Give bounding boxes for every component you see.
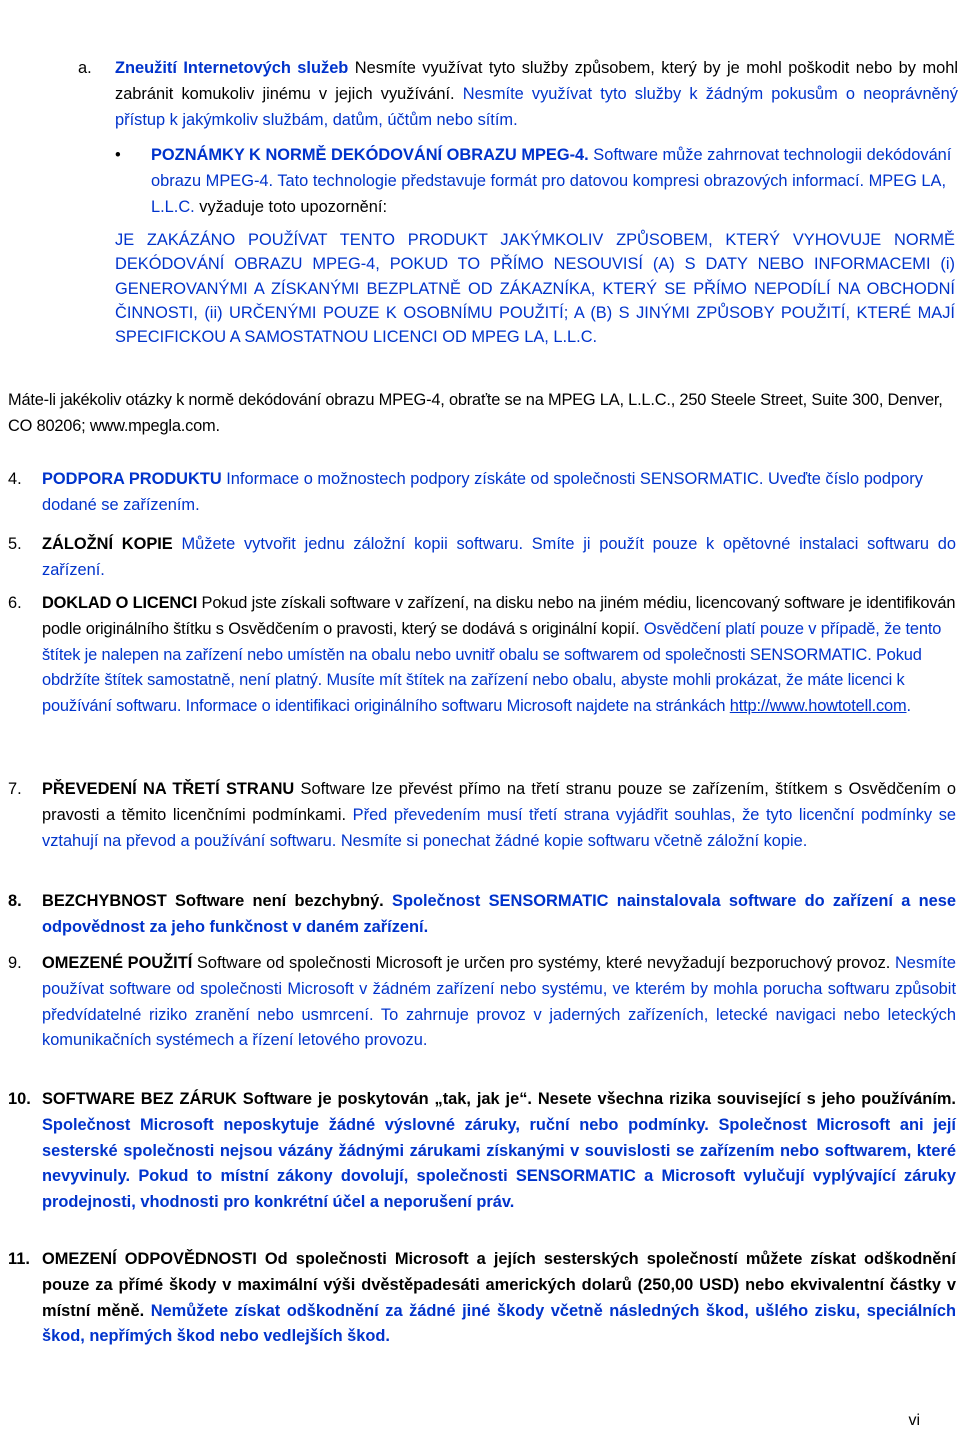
- section-text: Software není bezchybný.: [166, 892, 384, 910]
- section-title: Zneužití Internetových služeb: [115, 59, 349, 77]
- numbered-item-5: [8, 532, 956, 584]
- numbered-item-9: [8, 951, 956, 1054]
- link-suffix: .: [906, 697, 911, 716]
- section-text: Od společnosti Microsoft a jejích sesterských společností můžete získat odškodnění pouze za přímé škody v maximální výši dvěstěpadesáti amerických dolarů (250,00 USD) nebo ekvivalentní částky v místní měně.: [42, 1250, 956, 1320]
- section-text: Software od společnosti Microsoft je určen pro systémy, které nevyžadují bezporuchový provoz.: [192, 954, 891, 972]
- numbered-item-8: [8, 889, 956, 941]
- item-number: 6.: [8, 594, 22, 612]
- item-body: [42, 777, 956, 854]
- item-body: [42, 591, 956, 720]
- bullet-item-mpeg4: [115, 143, 958, 220]
- section-text: Nesmíte využívat tyto služby způsobem, který by je mohl poškodit nebo by mohl zabránit komukoliv jinému v jejich využívání.: [115, 59, 958, 103]
- bullet-icon: •: [115, 146, 121, 164]
- section-text: Software lze převést přímo na třetí stranu pouze se zařízením, štítkem s Osvědčením o pravosti a těmito licenčními podmínkami.: [42, 780, 956, 824]
- item-body: [42, 532, 956, 584]
- section-title: POZNÁMKY K NORMĚ DEKÓDOVÁNÍ OBRAZU MPEG-4.: [151, 146, 589, 164]
- section-title: DOKLAD O LICENCI: [42, 594, 198, 612]
- section-title: PŘEVEDENÍ NA TŘETÍ STRANU: [42, 780, 295, 798]
- section-text: vyžaduje toto upozornění:: [194, 197, 387, 216]
- item-number: 4.: [8, 470, 22, 488]
- section-title: PODPORA PRODUKTU: [42, 470, 222, 488]
- section-text-blue: Před převedením musí třetí strana vyjádřit souhlas, že tyto licenční podmínky se vztahují na převod a používání softwaru. Nesmíte si ponechat žádné kopie softwaru včetně záložní kopie.: [42, 805, 956, 850]
- section-text-blue: Osvědčení platí pouze v případě, že tento štítek je nalepen na zařízení nebo umístěn na obalu nebo uvnitř obalu se softwarem od společnosti SENSORMATIC. Pokud obdržíte štítek samostatně, není platný. Musíte mít štítek na zařízení nebo obalu, abyste mohli prokázat, že máte licenci k používání softwaru. Informace o identifikaci originálního softwaru Microsoft najdete na stránkách: [42, 619, 942, 716]
- item-number: 10.: [8, 1090, 31, 1108]
- bullet-item-body: [151, 143, 958, 220]
- item-body: [42, 951, 956, 1054]
- item-number: 9.: [8, 954, 22, 972]
- section-title: SOFTWARE BEZ ZÁRUK: [42, 1090, 237, 1108]
- section-text: Pokud jste získali software v zařízení, na disku nebo na jiném médiu, licencovaný software je identifikován podle originálního štítku s Osvědčením o pravosti, který se dodává s originální kopií.: [42, 594, 956, 638]
- numbered-item-7: [8, 777, 956, 854]
- numbered-item-6: [8, 591, 956, 720]
- item-body: [42, 467, 956, 519]
- section-title: OMEZENÍ ODPOVĚDNOSTI: [42, 1250, 257, 1268]
- list-item-body: [115, 56, 958, 133]
- item-body: [42, 1247, 956, 1350]
- page-number: vi: [908, 1412, 920, 1429]
- section-text-blue: Nesmíte využívat tyto služby k žádným pokusům o neoprávněný přístup k jakýmkoliv službám, datům, účtům nebo sítím.: [115, 84, 958, 129]
- section-text-blue: Můžete vytvořit jednu záložní kopii softwaru. Smíte ji použít pouze k opětovné instalaci softwaru do zařízení.: [42, 535, 956, 579]
- section-text-blue: Společnost SENSORMATIC nainstalovala software do zařízení a nese odpovědnost za jeho funkčnost v daném zařízení.: [42, 892, 956, 936]
- list-marker: a.: [78, 59, 92, 77]
- item-number: 7.: [8, 780, 22, 798]
- howtotell-link[interactable]: http://www.howtotell.com: [729, 697, 907, 716]
- item-body: [42, 889, 956, 941]
- section-text: Software je poskytován „tak, jak je“. Nesete všechna rizika související s jeho používáním.: [236, 1090, 956, 1108]
- list-item-a: [78, 56, 958, 133]
- section-title: ZÁLOŽNÍ KOPIE: [42, 535, 173, 553]
- section-text-blue: Nesmíte používat software od společnosti Microsoft v žádném zařízení nebo systému, ve kterém by mohla porucha softwaru způsobit předvídatelné riziko zranění nebo usmrcení. To zahrnuje provoz v jaderných zařízeních, letecké navigaci nebo leteckých komunikačních systémech a řízení letového provozu.: [42, 954, 956, 1050]
- section-title: OMEZENÉ POUŽITÍ: [42, 954, 193, 972]
- numbered-item-4: [8, 467, 956, 519]
- mpeg-notice: JE ZAKÁZÁNO POUŽÍVAT TENTO PRODUKT JAKÝMKOLIV ZPŮSOBEM, KTERÝ VYHOVUJE NORMĚ DEKÓDOVÁNÍ OBRAZU MPEG-4, POKUD TO PŘÍMO NESOUVISÍ (A) S DATY NEBO INFORMACEMI (i) GENEROVANÝMI A ZÍSKANÝMI BEZPLATNĚ OD ZÁKAZNÍKA, KTERÝ SE PŘÍMO NEPODÍLÍ NA OBCHODNÍ ČINNOSTI, (ii) URČENÝMI POUZE K OSOBNÍMU POUŽITÍ; A (B) S JINÝMI ZPŮSOBY POUŽITÍ, KTERÉ MAJÍ SPECIFICKOU A SAMOSTATNOU LICENCI OD MPEG LA, L.L.C.: [115, 231, 955, 347]
- section-text-blue: Nemůžete získat odškodnění za žádné jiné škody včetně následných škod, ušlého zisku, speciálních škod, nepřímých škod nebo vedlejších škod.: [42, 1301, 956, 1346]
- item-number: 8.: [8, 892, 22, 910]
- section-text-blue: Software může zahrnovat technologii dekódování obrazu MPEG-4. Tato technologie představuje formát pro datovou kompresi obrazových informací. MPEG LA, L.L.C.: [151, 146, 952, 216]
- item-number: 11.: [8, 1250, 30, 1268]
- item-number: 5.: [8, 535, 22, 553]
- section-text-blue: Informace o možnostech podpory získáte od společnosti SENSORMATIC. Uveďte číslo podpory dodané se zařízením.: [42, 470, 923, 514]
- item-body: [42, 1087, 956, 1216]
- section-title: BEZCHYBNOST: [42, 892, 167, 910]
- numbered-item-10: [8, 1087, 956, 1216]
- numbered-item-11: [8, 1247, 956, 1350]
- section-text-blue: Společnost Microsoft neposkytuje žádné výslovné záruky, ruční nebo podmínky. Společnost Microsoft ani její sesterské společnosti nejsou vázány žádnými zárukami získanými v souvislosti se zařízením nebo softwarem, které nevyvinuly. Pokud to místní zákony dovolují, společnosti SENSORMATIC a Microsoft vylučují vyplývající záruky prodejnosti, vhodnosti pro konkrétní účel a neporušení práv.: [42, 1115, 956, 1212]
- mpeg-contact-paragraph: Máte-li jakékoliv otázky k normě dekódování obrazu MPEG-4, obraťte se na MPEG LA, L.L.C., 250 Steele Street, Suite 300, Denver, CO 80206; www.mpegla.com.: [8, 391, 943, 435]
